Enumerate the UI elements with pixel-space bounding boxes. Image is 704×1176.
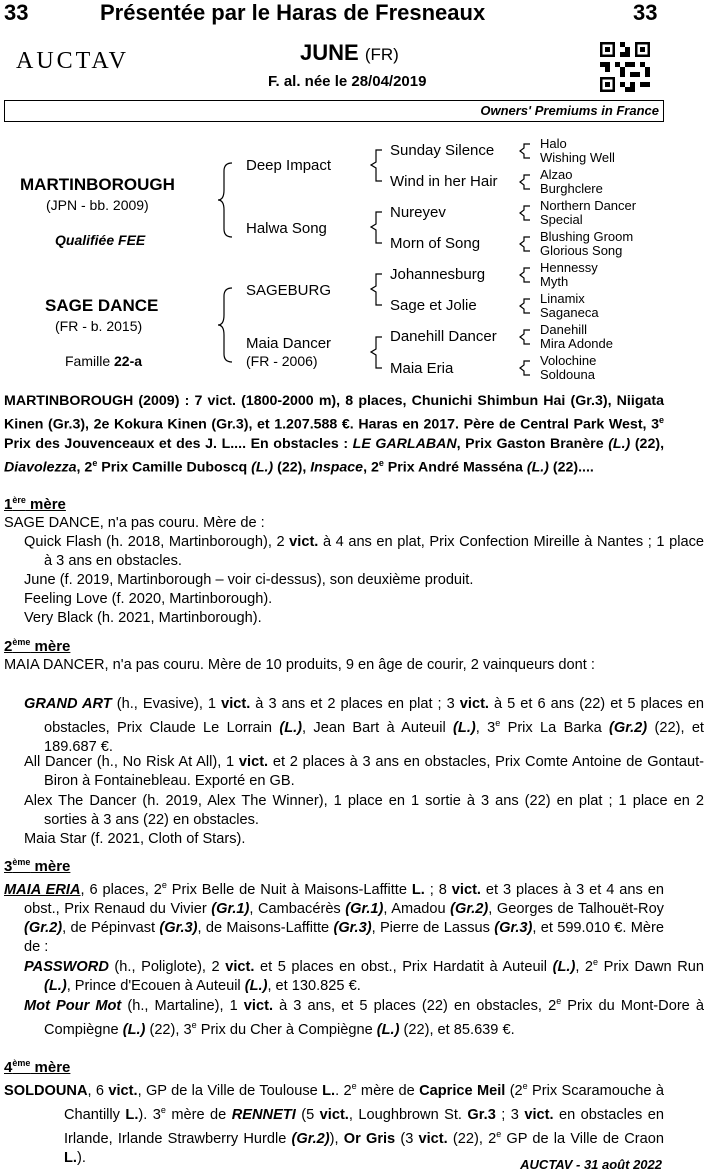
m1-quick-flash: Quick Flash (h. 2018, Martinborough), 2 vict. à 4 ans en plat, Prix Confection Mireille à Nantes ; 1 place à 3 ans en obstacles.: [24, 534, 704, 569]
dam-info: (FR - b. 2015): [55, 318, 143, 334]
gen2-4-info: (FR - 2006): [246, 353, 318, 369]
gen3-4: Morn of Song: [390, 235, 481, 252]
family-value: 22-a: [114, 353, 143, 369]
sire-paragraph: MARTINBOROUGH (2009) : 7 vict. (1800-2000 m), 8 places, Chunichi Shimbun Hai (Gr.3), Niigata Kinen (Gr.3), 2e Kokura Kinen (Gr.3), et 1.207.588 €. Haras en 2017. Père de Central Park West, 3e Prix des Jouvenceaux et des J. L.... En obstacles : LE GARLABAN, Prix Gaston Branère (L.) (22), Diavolezza, 2e Prix Camille Duboscq (L.) (22), Inspace, 2e Prix André Masséna (L.) (22)....: [4, 393, 665, 476]
gen2-1: Deep Impact: [246, 157, 332, 174]
gen4-9: Hennessy: [540, 260, 598, 275]
gen4-11: Linamix: [540, 291, 585, 306]
lot-number-left: 33: [4, 0, 29, 25]
gen4-7: Blushing Groom: [540, 229, 634, 244]
gen4-16: Soldouna: [540, 367, 595, 382]
sire-info: (JPN - bb. 2009): [46, 197, 149, 213]
m2-all-dancer: All Dancer (h., No Risk At All), 1 vict. et 2 places à 3 ans en obstacles, Prix Comte Antoine de Gontaut-Biron à Fontainebleau. Exporté en GB.: [24, 754, 704, 789]
gen4-3: Alzao: [540, 167, 573, 182]
gen2-3: SAGEBURG: [246, 282, 332, 299]
gen4-12: Saganeca: [540, 305, 599, 320]
gen3-2: Wind in her Hair: [390, 173, 498, 190]
gen4-5: Northern Dancer: [540, 198, 637, 213]
auctav-logo: AUCTAV: [16, 48, 129, 74]
gen2-2: Halwa Song: [246, 220, 327, 237]
gen4-2: Wishing Well: [540, 150, 615, 165]
horse-sub: F. al. née le 28/04/2019: [268, 73, 427, 90]
horse-country: (FR): [364, 45, 399, 64]
gen4-4: Burghclere: [540, 181, 603, 196]
section-2-mere: 2ème mère: [4, 637, 71, 655]
m4-soldouna: SOLDOUNA, 6 vict., GP de la Ville de Toulouse L.. 2e mère de Caprice Meil (2e Prix Scaramouche à Chantilly L.). 3e mère de RENNETI (5 vict., Loughbrown St. Gr.3 ; 3 vict. en obstacles en Irlande, Irlande Strawberry Hurdle (Gr.2)), Or Gris (3 vict. (22), 2e GP de la Ville de Craon L.).: [4, 1081, 664, 1166]
section-4-mere: 4ème mère: [4, 1058, 71, 1076]
gen4-13: Danehill: [540, 322, 587, 337]
gen3-5: Johannesburg: [390, 266, 486, 283]
m3-password: PASSWORD (h., Poliglote), 2 vict. et 5 places en obst., Prix Hardatit à Auteuil (L.), 2e Prix Dawn Run (L.), Prince d'Ecouen à Auteuil (L.), et 130.825 €.: [24, 957, 704, 994]
m1-june: June (f. 2019, Martinborough – voir ci-dessus), son deuxième produit.: [24, 572, 474, 588]
consignor-title: Présentée par le Haras de Fresneaux: [100, 0, 486, 25]
gen3-6: Sage et Jolie: [390, 297, 477, 314]
dam-name: SAGE DANCE: [45, 296, 159, 315]
sire-name: MARTINBOROUGH: [20, 175, 175, 194]
gen4-10: Myth: [540, 274, 569, 289]
m2-grand-art: GRAND ART (h., Evasive), 1 vict. à 3 ans et 2 places en plat ; 3 vict. à 5 et 6 ans (22) et 5 places en obstacles, Prix Claude Le Lorrain (L.), Jean Bart à Auteuil (L.), 3e Prix La Barka (Gr.2) (22), et 189.687 €.: [24, 696, 704, 755]
m3-maia-eria: MAIA ERIA, 6 places, 2e Prix Belle de Nuit à Maisons-Laffitte L. ; 8 vict. et 3 places à 3 et 4 ans en obst., Prix Renaud du Vivier (Gr.1), Cambacérès (Gr.1), Amadou (Gr.2), Georges de Talhouët-Roy (Gr.2), de Pépinvast (Gr.3), de Maisons-Laffitte (Gr.3), Pierre de Lassus (Gr.3), et 599.010 €. Mère de :: [4, 880, 664, 955]
gen4-8: Glorious Song: [540, 243, 623, 258]
gen4-1: Halo: [540, 136, 567, 151]
gen3-8: Maia Eria: [390, 360, 454, 377]
m3-mot-pour-mot: Mot Pour Mot (h., Martaline), 1 vict. à 3 ans, et 5 places (22) en obstacles, 2e Prix du Mont-Dore à Compiègne (L.) (22), 3e Prix du Cher à Compiègne (L.) (22), et 85.639 €.: [24, 996, 704, 1038]
m2-alex-the-dancer: Alex The Dancer (h. 2019, Alex The Winner), 1 place en 1 sortie à 3 ans (22) en plat ; 1 place en 2 sorties à 3 ans (22) en obstacles.: [24, 793, 704, 828]
lot-number-right: 33: [633, 0, 658, 25]
m1-feeling-love: Feeling Love (f. 2020, Martinborough).: [24, 591, 273, 607]
gen3-1: Sunday Silence: [390, 142, 495, 159]
owners-premiums-text: Owners' Premiums in France: [480, 103, 659, 118]
footer: AUCTAV - 31 août 2022: [520, 1157, 662, 1172]
m2-intro: MAIA DANCER, n'a pas couru. Mère de 10 produits, 9 en âge de courir, 2 vainqueurs dont :: [4, 657, 595, 673]
sire-note: Qualifiée FEE: [55, 232, 146, 248]
section-3-mere: 3ème mère: [4, 857, 71, 875]
m1-intro: SAGE DANCE, n'a pas couru. Mère de :: [4, 515, 265, 531]
gen4-14: Mira Adonde: [540, 336, 613, 351]
gen4-15: Volochine: [540, 353, 597, 368]
gen2-4: Maia Dancer: [246, 335, 332, 352]
m1-very-black: Very Black (h. 2021, Martinborough).: [24, 610, 262, 626]
horse-name: JUNE: [300, 40, 359, 65]
section-1-mere: 1ère mère: [4, 495, 66, 513]
gen3-3: Nureyev: [390, 204, 446, 221]
gen3-7: Danehill Dancer: [390, 328, 497, 345]
family-label: Famille: [65, 353, 111, 369]
gen4-6: Special: [540, 212, 583, 227]
m2-maia-star: Maia Star (f. 2021, Cloth of Stars).: [24, 831, 246, 847]
